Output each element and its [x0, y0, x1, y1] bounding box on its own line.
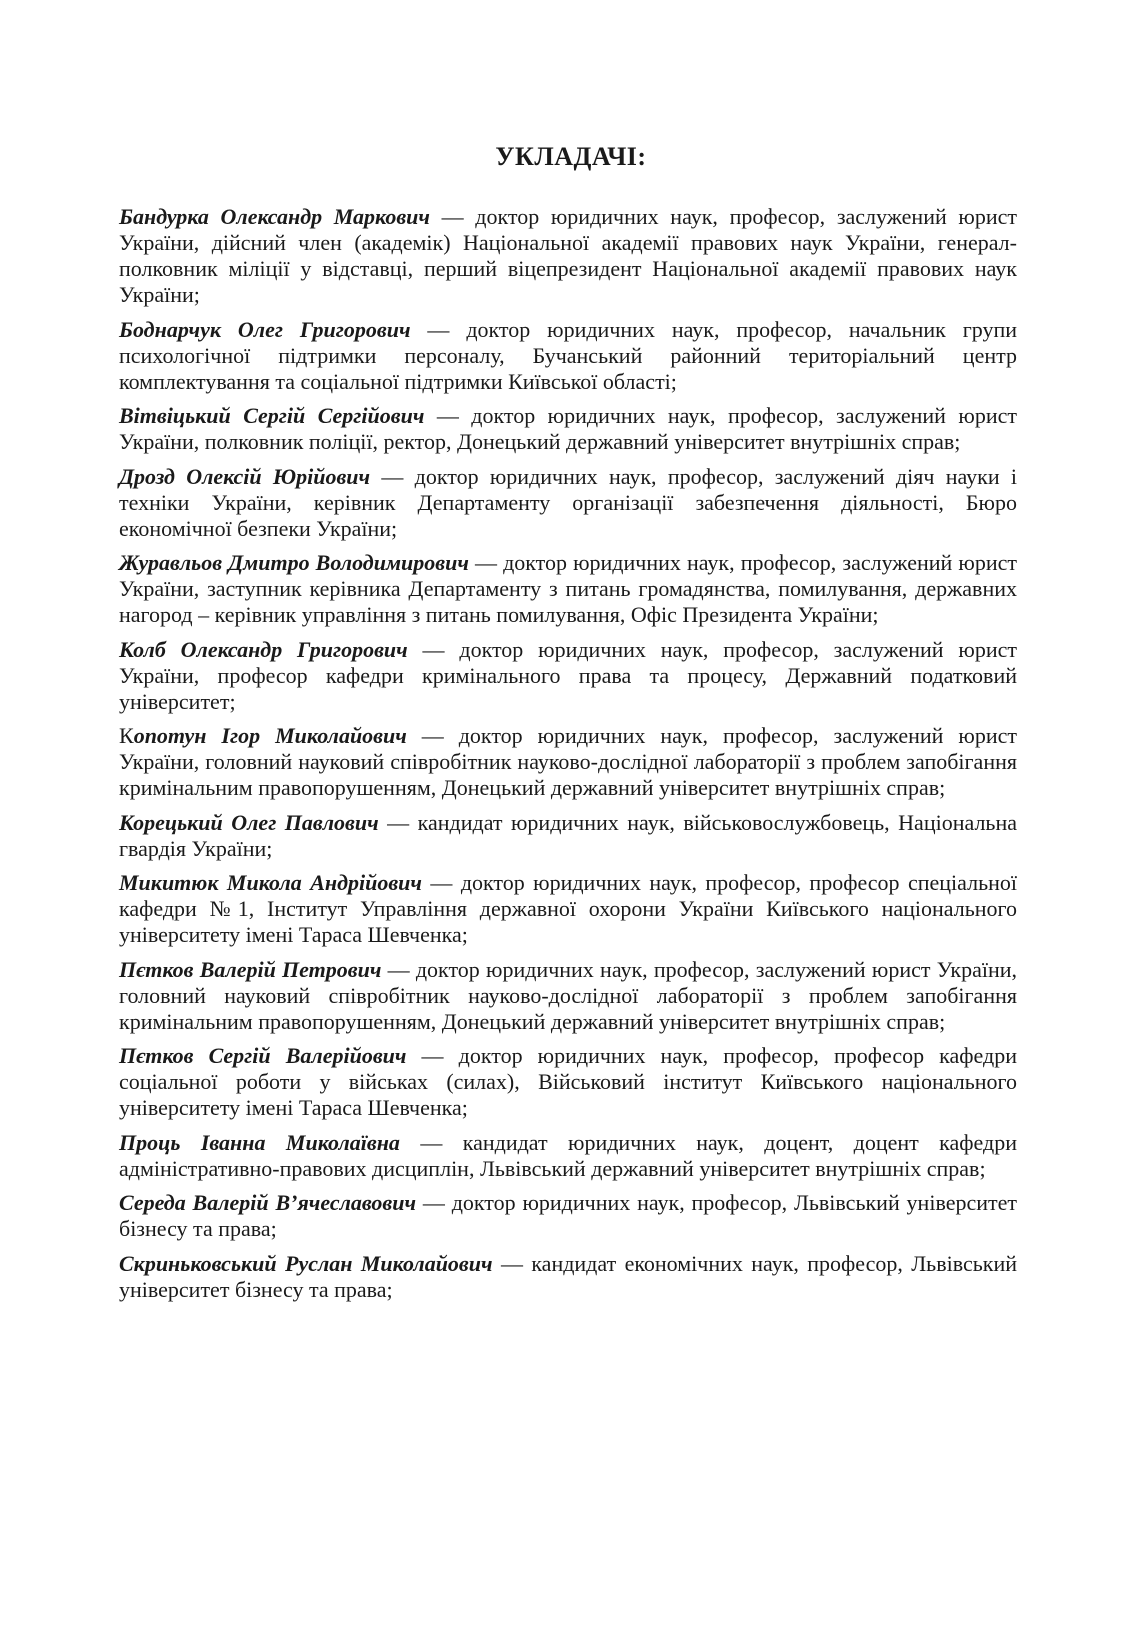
list-item	[119, 464, 1017, 542]
entry-name: Корецький Олег Павлович	[119, 809, 379, 835]
entry-text: — кандидат юридичних наук, доцент, доцент кафедри адміністративно-правових дисциплін, Львівський державний університет внутрішніх справ;	[119, 1129, 1017, 1181]
entry-text: — доктор юридичних наук, професор, заслужений юрист України, полковник поліції, ректор, Донецький державний університет внутрішніх справ;	[119, 403, 1017, 454]
entry-name: Скриньковський Руслан Миколайович	[119, 1250, 493, 1276]
entry-name-initial: К	[119, 723, 134, 748]
list-item	[119, 1043, 1017, 1121]
list-item	[119, 957, 1017, 1035]
entry-text: — доктор юридичних наук, професор, заслужений юрист України, заступник керівника Департаменту з питань громадянства, помилування, державних нагород – керівник управління з питань помилування, Офіс Президента України;	[119, 550, 1017, 627]
entry-text: — доктор юридичних наук, професор, заслужений юрист України, дійсний член (академік) Національної академії правових наук України, генерал-полковник міліції у відставці, перший віцепрезидент Національної академії правових наук України;	[119, 204, 1017, 307]
entry-text: — доктор юридичних наук, професор, заслужений діяч науки і техніки України, керівник Департаменту організації забезпечення діяльності, Бюро економічної безпеки України;	[119, 463, 1017, 541]
entry-name: Журавльов Дмитро Володимирович	[119, 550, 469, 575]
list-item	[119, 1190, 1017, 1242]
entry-name: Дрозд Олексій Юрійович	[119, 463, 371, 489]
list-item	[119, 723, 1017, 801]
entry-text: — доктор юридичних наук, професор, заслужений юрист України, головний науковий співробітник науково-дослідної лабораторії з проблем запобігання кримінальним правопорушенням, Донецький державний університет внутрішніх справ;	[119, 956, 1017, 1034]
compilers-list	[119, 204, 1017, 1311]
list-item	[119, 1130, 1017, 1182]
entry-name: Бандурка Олександр Маркович	[119, 204, 430, 229]
entry-name: Проць Іванна Миколаївна	[119, 1129, 400, 1155]
entry-text: — доктор юридичних наук, професор, професор кафедри соціальної роботи у військах (силах), Військовий інститут Київського національного університету імені Тараса Шевченка;	[119, 1043, 1017, 1120]
entry-text: — доктор юридичних наук, професор, заслужений юрист України, професор кафедри кримінального права та процесу, Державний податковий університет;	[119, 636, 1017, 714]
list-item	[119, 810, 1017, 862]
list-item	[119, 317, 1017, 395]
entry-text: — кандидат юридичних наук, військовослужбовець, Національна гвардія України;	[119, 809, 1017, 861]
entry-name: опотун Ігор Миколайович	[133, 723, 407, 748]
list-item	[119, 204, 1017, 308]
entry-name: Микитюк Микола Андрійович	[119, 870, 422, 895]
page-title: УКЛАДАЧІ:	[495, 142, 647, 171]
entry-name: Пєтков Сергій Валерійович	[119, 1043, 407, 1068]
entry-text: — доктор юридичних наук, професор, Львівський університет бізнесу та права;	[119, 1190, 1017, 1241]
entry-name: Вітвіцький Сергій Сергійович	[119, 403, 425, 428]
list-item	[119, 403, 1017, 455]
list-item	[119, 870, 1017, 948]
entry-name: Пєтков Валерій Петрович	[119, 956, 382, 982]
entry-text: — доктор юридичних наук, професор, заслужений юрист України, головний науковий співробітник науково-дослідної лабораторії з проблем запобігання кримінальним правопорушенням, Донецький державний університет внутрішніх справ;	[119, 723, 1017, 800]
list-item	[119, 550, 1017, 628]
entry-name: Боднарчук Олег Григорович	[119, 316, 411, 342]
entry-name: Середа Валерій В’ячеславович	[119, 1190, 417, 1215]
entry-text: — доктор юридичних наук, професор, начальник групи психологічної підтримки персоналу, Бучанський районний територіальний центр комплектування та соціальної підтримки Київської області;	[119, 316, 1017, 394]
entry-text: — доктор юридичних наук, професор, професор спеціальної кафедри №1, Інститут Управління державної охорони України Київського національного університету імені Тараса Шевченка;	[119, 870, 1017, 947]
list-item	[119, 637, 1017, 715]
list-item	[119, 1251, 1017, 1303]
entry-text: — кандидат економічних наук, професор, Львівський університет бізнесу та права;	[119, 1250, 1017, 1302]
entry-name: Колб Олександр Григорович	[119, 636, 408, 662]
